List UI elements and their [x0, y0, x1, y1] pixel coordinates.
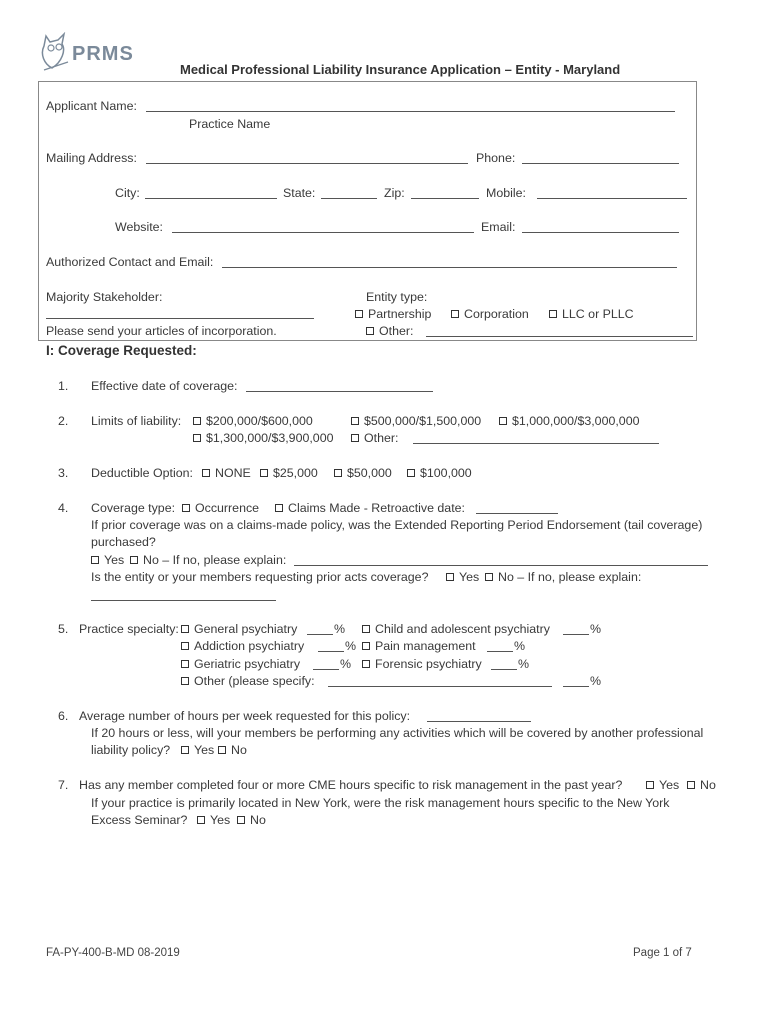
checkbox[interactable]	[130, 556, 138, 564]
percent-sign: %	[345, 639, 357, 653]
other-percent-field[interactable]	[563, 686, 589, 687]
specialty-other[interactable]: Other (please specify:	[181, 673, 315, 689]
addiction-percent-field[interactable]	[318, 651, 344, 652]
prior-acts-yes[interactable]: Yes	[446, 569, 479, 585]
logo-text: PRMS	[72, 43, 134, 65]
checkbox[interactable]	[91, 556, 99, 564]
checkbox[interactable]	[451, 310, 459, 318]
checkbox[interactable]	[181, 746, 189, 754]
coverage-claims-made[interactable]: Claims Made - Retroactive date:	[275, 500, 465, 516]
retroactive-date-field[interactable]	[476, 513, 558, 514]
majority-stakeholder-label: Majority Stakeholder:	[46, 290, 163, 304]
entity-partnership-option[interactable]: Partnership	[355, 306, 431, 322]
percent-sign: %	[590, 622, 602, 636]
entity-corporation-option[interactable]: Corporation	[451, 306, 529, 322]
q3-number: 3.	[58, 466, 69, 480]
checkbox[interactable]	[181, 677, 189, 685]
checkbox[interactable]	[218, 746, 226, 754]
limit-other-field[interactable]	[413, 443, 659, 444]
q4-label: Coverage type:	[91, 501, 176, 515]
checkbox[interactable]	[193, 434, 201, 442]
city-field[interactable]	[145, 198, 277, 199]
tail-yes[interactable]: Yes	[91, 552, 124, 568]
checkbox[interactable]	[687, 781, 695, 789]
checkbox[interactable]	[182, 504, 190, 512]
practice-name-caption: Practice Name	[189, 117, 271, 131]
forensic-percent-field[interactable]	[491, 669, 517, 670]
child-percent-field[interactable]	[563, 634, 589, 635]
specialty-pain[interactable]: Pain management	[362, 638, 476, 654]
deductible-none[interactable]: NONE	[202, 465, 251, 481]
percent-sign: %	[514, 639, 526, 653]
checkbox[interactable]	[407, 469, 415, 477]
tail-no[interactable]: No – If no, please explain:	[130, 552, 286, 568]
checkbox[interactable]	[181, 660, 189, 668]
q7-number: 7.	[58, 778, 69, 792]
checkbox[interactable]	[181, 642, 189, 650]
mailing-address-field[interactable]	[146, 163, 468, 164]
checkbox[interactable]	[362, 660, 370, 668]
hours-per-week-field[interactable]	[427, 721, 531, 722]
state-field[interactable]	[321, 198, 377, 199]
effective-date-field[interactable]	[246, 391, 433, 392]
checkbox[interactable]	[646, 781, 654, 789]
q7-line2: If your practice is primarily located in New York, were the risk management hours specific to the New York	[91, 796, 670, 810]
tail-question: If prior coverage was on a claims-made policy, was the Extended Reporting Period Endorsement (tail coverage)	[91, 518, 703, 532]
deductible-50k[interactable]: $50,000	[334, 465, 392, 481]
website-label: Website:	[115, 220, 163, 234]
phone-field[interactable]	[522, 163, 679, 164]
q1-text: Effective date of coverage:	[91, 379, 238, 393]
entity-type-label: Entity type:	[366, 290, 428, 304]
checkbox[interactable]	[202, 469, 210, 477]
q1-number: 1.	[58, 379, 69, 393]
q5-number: 5.	[58, 622, 69, 636]
checkbox[interactable]	[237, 816, 245, 824]
specialty-geriatric[interactable]: Geriatric psychiatry	[181, 656, 300, 672]
q7-line3: Excess Seminar?	[91, 813, 188, 827]
seminar-no[interactable]: No	[237, 812, 266, 828]
tail-explain-field[interactable]	[294, 565, 708, 566]
limit-option-other[interactable]: Other:	[351, 430, 398, 446]
limit-option-500k[interactable]: $500,000/$1,500,000	[351, 413, 481, 429]
q5-label: Practice specialty:	[79, 622, 179, 636]
checkbox[interactable]	[446, 573, 454, 581]
specialty-forensic[interactable]: Forensic psychiatry	[362, 656, 482, 672]
zip-label: Zip:	[384, 186, 405, 200]
q4-number: 4.	[58, 501, 69, 515]
specialty-addiction[interactable]: Addiction psychiatry	[181, 638, 304, 654]
checkbox[interactable]	[485, 573, 493, 581]
articles-note: Please send your articles of incorporation.	[46, 324, 277, 338]
prms-logo	[38, 32, 168, 72]
checkbox[interactable]	[366, 327, 374, 335]
checkbox[interactable]	[275, 504, 283, 512]
checkbox[interactable]	[260, 469, 268, 477]
q6-no[interactable]: No	[218, 742, 247, 758]
deductible-25k[interactable]: $25,000	[260, 465, 318, 481]
seminar-yes[interactable]: Yes	[197, 812, 230, 828]
city-label: City:	[115, 186, 140, 200]
checkbox[interactable]	[334, 469, 342, 477]
percent-sign: %	[340, 657, 352, 671]
specialty-child[interactable]: Child and adolescent psychiatry	[362, 621, 550, 637]
limit-option-1-3m[interactable]: $1,300,000/$3,900,000	[193, 430, 333, 446]
zip-field[interactable]	[411, 198, 479, 199]
phone-label: Phone:	[476, 151, 516, 165]
entity-llc-option[interactable]: LLC or PLLC	[549, 306, 634, 322]
q6-number: 6.	[58, 709, 69, 723]
checkbox[interactable]	[355, 310, 363, 318]
prior-acts-explain-field[interactable]	[91, 600, 276, 601]
website-field[interactable]	[172, 232, 474, 233]
percent-sign: %	[590, 674, 602, 688]
geriatric-percent-field[interactable]	[313, 669, 339, 670]
checkbox[interactable]	[197, 816, 205, 824]
specialty-other-field[interactable]	[328, 686, 552, 687]
percent-sign: %	[334, 622, 346, 636]
applicant-name-label: Applicant Name:	[46, 99, 137, 113]
prior-acts-no[interactable]: No – If no, please explain:	[485, 569, 641, 585]
q2-number: 2.	[58, 414, 69, 428]
mobile-label: Mobile:	[486, 186, 526, 200]
page-number: Page 1 of 7	[633, 947, 692, 959]
checkbox[interactable]	[181, 625, 189, 633]
form-id: FA-PY-400-B-MD 08-2019	[46, 947, 180, 959]
majority-stakeholder-field[interactable]	[46, 318, 314, 319]
q7-no[interactable]: No	[687, 777, 716, 793]
checkbox[interactable]	[362, 642, 370, 650]
tail-question-cont: purchased?	[91, 535, 156, 549]
checkbox[interactable]	[362, 625, 370, 633]
checkbox[interactable]	[351, 434, 359, 442]
deductible-100k[interactable]: $100,000	[407, 465, 472, 481]
specialty-general[interactable]: General psychiatry	[181, 621, 297, 637]
q6-line3: liability policy?	[91, 743, 171, 757]
limit-option-1m[interactable]: $1,000,000/$3,000,000	[499, 413, 639, 429]
coverage-occurrence[interactable]: Occurrence	[182, 500, 259, 516]
authorized-contact-label: Authorized Contact and Email:	[46, 255, 214, 269]
q6-line2: If 20 hours or less, will your members be performing any activities which will be covered by another professional	[91, 726, 704, 740]
q2-label: Limits of liability:	[91, 414, 182, 428]
email-label: Email:	[481, 220, 516, 234]
pain-percent-field[interactable]	[487, 651, 513, 652]
page-title: Medical Professional Liability Insurance Application – Entity - Maryland	[180, 62, 621, 77]
entity-other-field[interactable]	[426, 336, 693, 337]
q3-label: Deductible Option:	[91, 466, 193, 480]
checkbox[interactable]	[499, 417, 507, 425]
checkbox[interactable]	[351, 417, 359, 425]
q6-text: Average number of hours per week requested for this policy:	[79, 709, 411, 723]
authorized-contact-field[interactable]	[222, 267, 677, 268]
prior-acts-question: Is the entity or your members requesting prior acts coverage?	[91, 570, 429, 584]
q7-text: Has any member completed four or more CME hours specific to risk management in the past year?	[79, 778, 623, 792]
mailing-address-label: Mailing Address:	[46, 151, 137, 165]
entity-other-option[interactable]: Other:	[366, 323, 413, 339]
checkbox[interactable]	[549, 310, 557, 318]
percent-sign: %	[518, 657, 530, 671]
owl-logo-icon	[38, 32, 74, 72]
coverage-section-heading: I: Coverage Requested:	[46, 343, 197, 358]
q6-yes[interactable]: Yes	[181, 742, 214, 758]
general-percent-field[interactable]	[307, 634, 333, 635]
checkbox[interactable]	[193, 417, 201, 425]
applicant-name-field[interactable]	[146, 111, 675, 112]
q7-yes[interactable]: Yes	[646, 777, 679, 793]
state-label: State:	[283, 186, 316, 200]
mobile-field[interactable]	[537, 198, 687, 199]
email-field[interactable]	[522, 232, 679, 233]
limit-option-200k[interactable]: $200,000/$600,000	[193, 413, 313, 429]
